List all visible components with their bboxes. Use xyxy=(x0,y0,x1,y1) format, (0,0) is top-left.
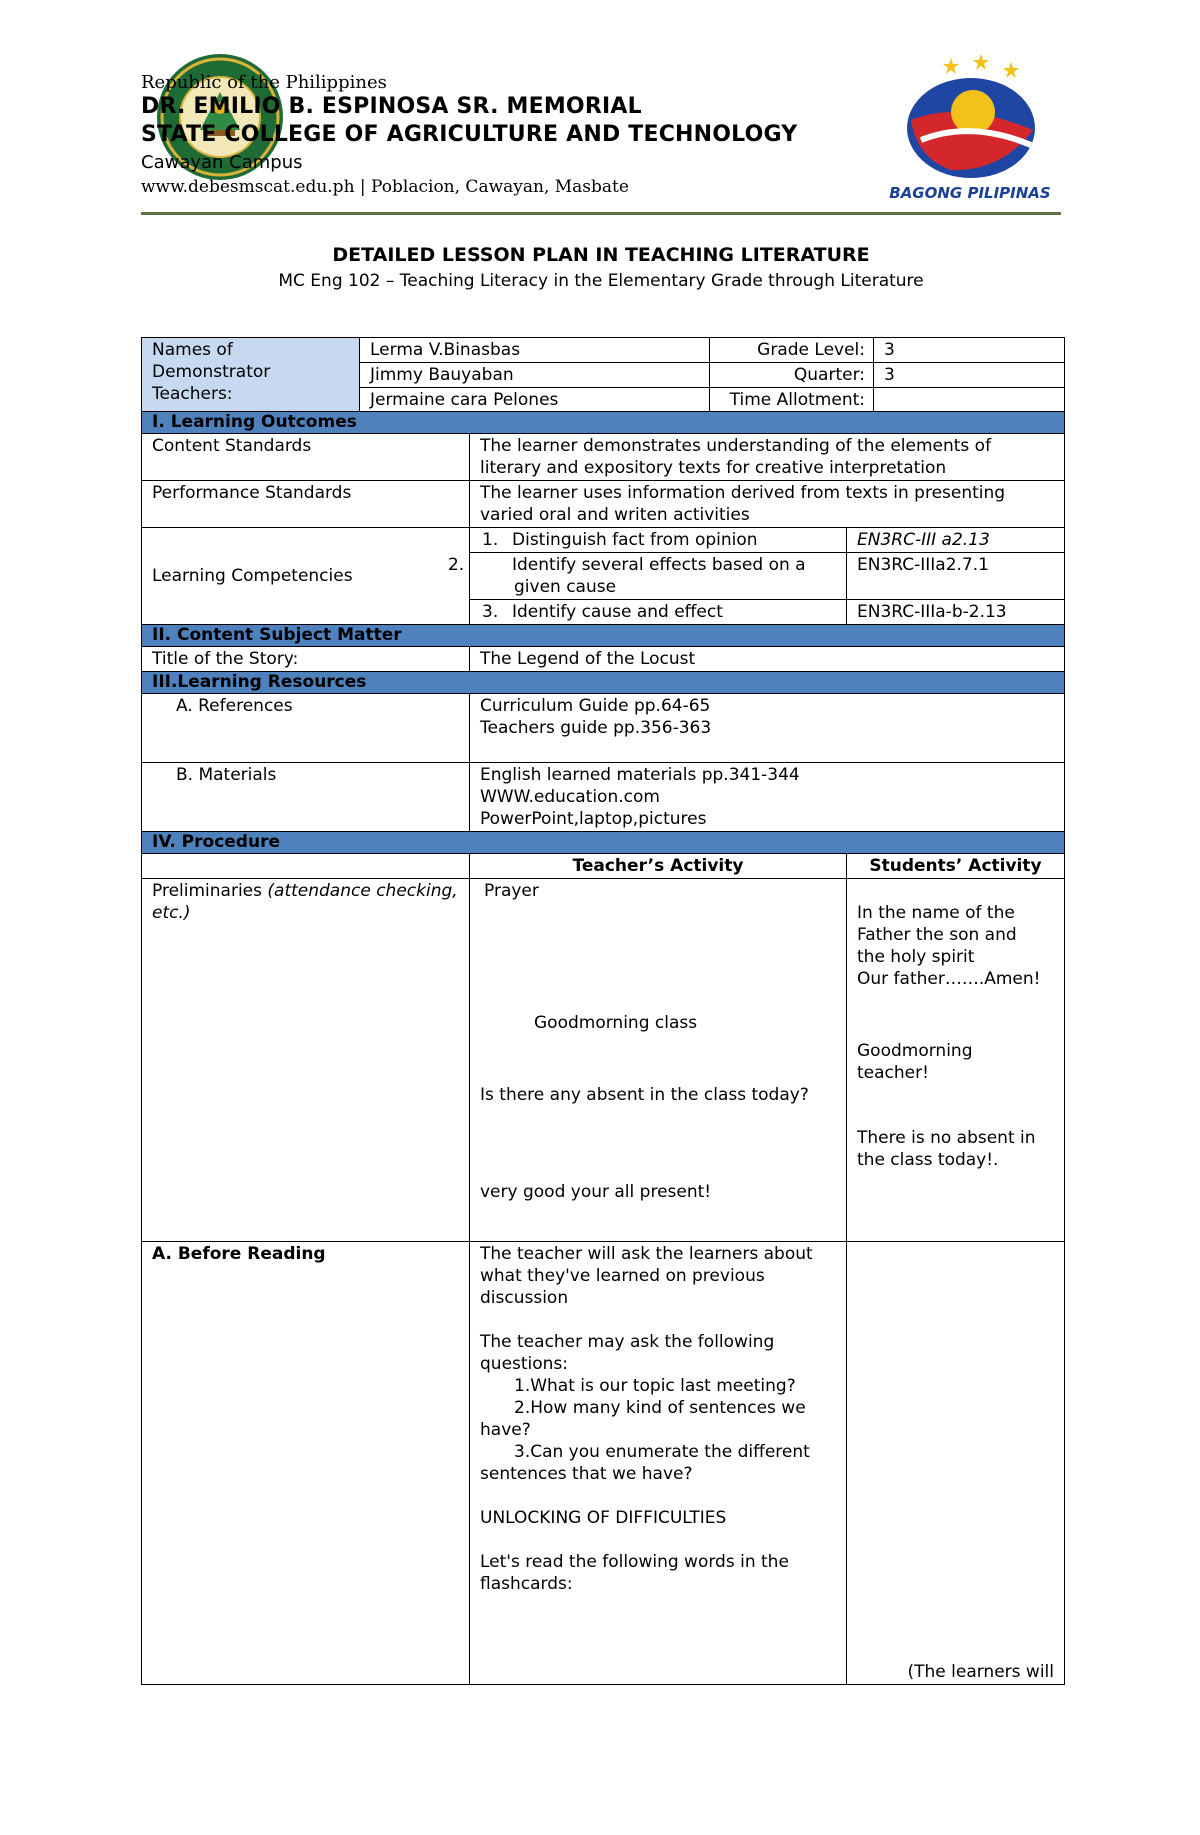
story-title-label: Title of the Story: xyxy=(142,647,470,672)
before-reading-students-activity xyxy=(847,1242,1065,1685)
before-question: 2.How many kind of sentences we xyxy=(514,1398,806,1418)
school-name-line-2: STATE COLLEGE OF AGRICULTURE AND TECHNOLOGY xyxy=(141,122,798,147)
teacher-activity-header: Teacher’s Activity xyxy=(470,854,847,879)
student-absent-line: There is no absent in xyxy=(857,1128,1036,1148)
content-standards-label: Content Standards xyxy=(142,434,470,481)
story-title-value: The Legend of the Locust xyxy=(470,647,1065,672)
quarter-value: 3 xyxy=(874,363,1065,388)
competency-code: EN3RC-IIIa2.7.1 xyxy=(847,553,1065,600)
before-intro: The teacher will ask the learners about what they've learned on previous discussion xyxy=(480,1244,813,1308)
before-reading-label: A. Before Reading xyxy=(142,1242,470,1685)
lesson-plan-table xyxy=(141,411,1065,1685)
before-ask: The teacher may ask the following questions: xyxy=(480,1332,775,1374)
before-question-cont: have? xyxy=(480,1420,531,1440)
section-procedure: IV. Procedure xyxy=(142,832,1065,854)
before-reading-teacher-activity xyxy=(470,1242,847,1685)
materials-value xyxy=(470,763,1065,832)
competency-text: Identify several effects based on a given cause xyxy=(512,555,806,597)
republic-line: Republic of the Philippines xyxy=(141,72,387,93)
competency-code: EN3RC-III a2.13 xyxy=(847,528,1065,553)
student-greeting-line: Goodmorning xyxy=(857,1041,973,1061)
reference-item: Teachers guide pp.356-363 xyxy=(480,718,712,738)
bagong-pilipinas-logo xyxy=(881,50,1061,200)
teacher-greeting: Goodmorning class xyxy=(534,1013,698,1033)
competency-item xyxy=(470,528,847,553)
teachers-label: Names of Demonstrator Teachers: xyxy=(142,338,360,413)
letterhead xyxy=(141,60,1061,220)
quarter-label: Quarter: xyxy=(710,363,874,388)
references-value xyxy=(470,694,1065,763)
performance-standards-value: The learner uses information derived from texts in presenting varied oral and writen activities xyxy=(470,481,1065,528)
students-note: (The learners will xyxy=(907,1662,1054,1682)
material-item: WWW.education.com xyxy=(480,787,660,807)
references-label: A. References xyxy=(142,694,470,763)
competency-item xyxy=(448,553,847,600)
section-learning-outcomes: I. Learning Outcomes xyxy=(142,412,1065,434)
teacher-prayer: Prayer xyxy=(484,881,539,901)
before-question: 1.What is our topic last meeting? xyxy=(514,1376,796,1396)
document-subtitle: MC Eng 102 – Teaching Literacy in the Elementary Grade through Literature xyxy=(278,271,924,291)
materials-label: B. Materials xyxy=(142,763,470,832)
reference-item: Curriculum Guide pp.64-65 xyxy=(480,696,711,716)
unlocking-heading: UNLOCKING OF DIFFICULTIES xyxy=(480,1508,727,1528)
grade-level-label: Grade Level: xyxy=(710,338,874,363)
material-item: PowerPoint,laptop,pictures xyxy=(480,809,707,829)
preliminaries-teacher-activity xyxy=(470,879,847,1242)
student-greeting-line: teacher! xyxy=(857,1063,929,1083)
section-content-subject-matter: II. Content Subject Matter xyxy=(142,625,1065,647)
procedure-header-empty xyxy=(142,854,470,879)
student-prayer-line: Father the son and xyxy=(857,925,1017,945)
student-prayer-line: In the name of the xyxy=(857,903,1015,923)
header-divider xyxy=(141,212,1061,215)
content-standards-value: The learner demonstrates understanding of the elements of literary and expository texts for creative interpretation xyxy=(470,434,1065,481)
competency-code: EN3RC-IIIa-b-2.13 xyxy=(847,600,1065,625)
material-item: English learned materials pp.341-344 xyxy=(480,765,800,785)
competency-text: Distinguish fact from opinion xyxy=(512,530,758,550)
campus-line: Cawayan Campus xyxy=(141,152,303,173)
teacher-name: Jimmy Bauyaban xyxy=(360,363,710,388)
teacher-absent-question: Is there any absent in the class today? xyxy=(480,1085,809,1105)
document-title: DETAILED LESSON PLAN IN TEACHING LITERATURE xyxy=(332,244,870,266)
teacher-name: Jermaine cara Pelones xyxy=(360,388,710,413)
teacher-name: Lerma V.Binasbas xyxy=(360,338,710,363)
competency-number: 1. xyxy=(482,530,499,550)
preliminaries-text: Preliminaries xyxy=(152,881,262,901)
before-question-cont: sentences that we have? xyxy=(480,1464,693,1484)
students-activity-header: Students’ Activity xyxy=(847,854,1065,879)
competency-number: 3. xyxy=(482,602,499,622)
time-allotment-label: Time Allotment: xyxy=(710,388,874,413)
competency-item xyxy=(470,600,847,625)
preliminaries-students-activity xyxy=(847,879,1065,1242)
time-allotment-value xyxy=(874,388,1065,413)
preliminaries-label xyxy=(142,879,470,1242)
bagong-pilipinas-text: BAGONG PILIPINAS xyxy=(889,184,1051,202)
teachers-info-table xyxy=(141,337,1065,413)
student-prayer-line: the holy spirit xyxy=(857,947,975,967)
competency-text: Identify cause and effect xyxy=(512,602,723,622)
teacher-praise: very good your all present! xyxy=(480,1182,712,1202)
school-name-line-1: DR. EMILIO B. ESPINOSA SR. MEMORIAL xyxy=(141,94,642,119)
learning-competencies-label: Learning Competencies xyxy=(142,528,470,625)
grade-level-value: 3 xyxy=(874,338,1065,363)
performance-standards-label: Performance Standards xyxy=(142,481,470,528)
before-question: 3.Can you enumerate the different xyxy=(514,1442,810,1462)
student-absent-line: the class today!. xyxy=(857,1150,999,1170)
competency-number: 2. xyxy=(448,555,465,575)
flashcards-instruction: Let's read the following words in the flashcards: xyxy=(480,1552,789,1594)
preliminaries-note: (attendance checking, etc.) xyxy=(152,881,458,923)
section-learning-resources: III.Learning Resources xyxy=(142,672,1065,694)
student-prayer-line: Our father…….Amen! xyxy=(857,969,1041,989)
website-address-line: www.debesmscat.edu.ph | Poblacion, Cawayan, Masbate xyxy=(141,177,629,197)
